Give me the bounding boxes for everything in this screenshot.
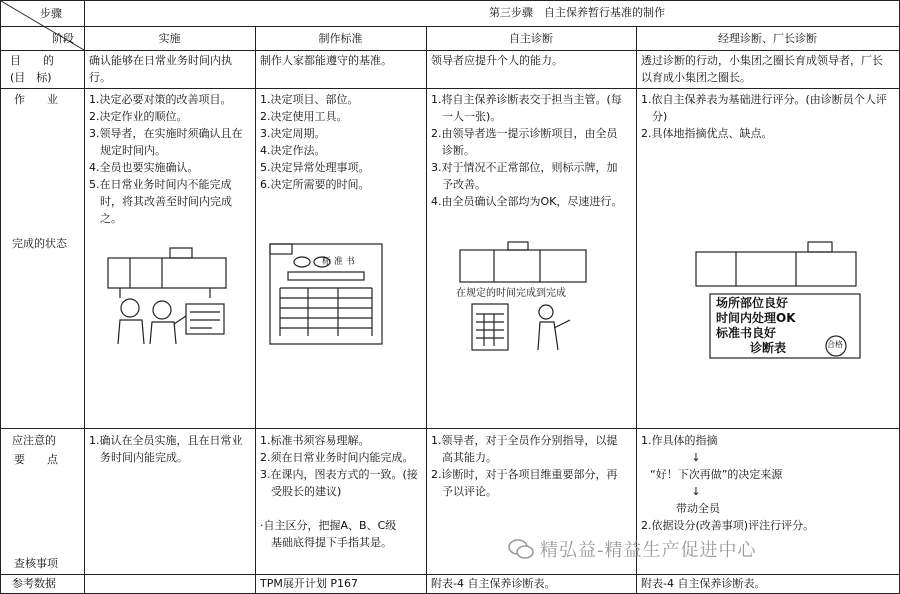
sign-line-4: 诊断表 [750,341,787,355]
notes-col3-line-2: 高其能力。 [431,451,497,464]
sign-stamp: 合格 [827,340,843,349]
purpose-cell-4-line-1: 透过诊断的行动，小集团之圈长育成领导者，厂长 [641,54,883,67]
work-col1-line-1: 1.决定必要对策的改善项目。 [89,93,232,106]
notes-col2-line-1: 1.标准书须容易理解。 [260,434,370,447]
reference-cell-3: 附表-4 自主保养诊断表。 [431,577,556,590]
notes-col4-line-5: 带动全员 [676,502,720,515]
watermark-text: 精弘益-精益生产促进中心 [540,540,757,561]
column-header-manager-diagnosis: 经理诊断、厂长诊断 [718,32,817,45]
work-col3-line-2: 一人一张)。 [431,110,502,123]
rule-work-bottom [0,428,900,429]
row-label-notes: 应注意的 [12,434,56,447]
work-col3-line-1: 1.将自主保养诊断表交于担当主管。(每 [431,93,622,106]
notes-col4-arrow-2: ↓ [691,485,701,498]
reference-cell-4: 附表-4 自主保养诊断表。 [641,577,766,590]
work-col2-line-2: 2.决定使用工具。 [260,110,348,123]
page-title: 第三步骤 自主保养暂行基准的制作 [489,6,665,19]
corner-stage-label: 阶段 [52,32,74,45]
notes-col2-line-6: ·自主区分，把握A、B、C级 [260,519,397,532]
rule-notes-bottom [0,574,900,575]
row-label-target: (目 标) [10,71,52,84]
work-col3-line-7: 4.由全员确认全部均为OK，尽速进行。 [431,195,623,208]
notes-col1-line-2: 务时间内能完成。 [89,451,188,464]
notes-col2-line-4: 受股长的建议) [260,485,342,498]
watermark [508,534,868,564]
work-col4-line-3: 2.具体地指摘优点、缺点。 [641,127,773,140]
illustration-workers-machine [100,240,240,350]
row-label-work: 作 业 [14,93,58,106]
row-label-done-state: 完成的状态 [12,237,67,250]
notes-col4-line-1: 1.作具体的指摘 [641,434,718,447]
work-col3-line-4: 诊断。 [431,144,475,157]
wechat-icon [508,538,534,560]
illustration-caption-complete: 在规定的时间完成到完成 [456,288,566,299]
row-label-reference: 参考数据 [12,577,56,590]
work-col1-line-7: 时，将其改善至时间内完成 [89,195,232,208]
work-col1-line-6: 5.在日常业务时间内不能完成 [89,178,232,191]
notes-col4-line-6: 2.依据设分(改善事项)评注行评分。 [641,519,815,532]
notes-col2-line-3: 3.在课内，图表方式的一致。(接 [260,468,418,481]
work-col2-line-5: 5.决定异常处理事项。 [260,161,370,174]
rule-col-label [84,0,85,594]
notes-col1-line-1: 1.确认在全员实施，且在日常业 [89,434,243,447]
corner-step-label: 步骤 [40,7,62,20]
column-header-self-diagnosis: 自主诊断 [509,32,553,45]
rule-title-bottom [0,26,900,27]
work-col4-line-1: 1.依自主保养表为基础进行评分。(由诊断员个人评 [641,93,887,106]
rule-top [0,0,900,1]
purpose-cell-1-line-2: 行。 [89,71,111,84]
illustration-sheet-title: 标 准 书 [322,257,355,267]
rule-header-bottom [0,50,900,51]
work-col1-line-4: 规定时间内。 [89,144,166,157]
column-header-implement: 实施 [158,32,181,45]
work-col2-line-6: 6.决定所需要的时间。 [260,178,370,191]
purpose-cell-2: 制作人家都能遵守的基准。 [260,54,392,67]
row-label-key-points: 要 点 [14,453,58,466]
notes-col3-line-4: 予以评论。 [431,485,497,498]
rule-col-1 [255,26,256,594]
sign-line-1: 场所部位良好 [716,296,789,310]
reference-cell-2: TPM展开计划 P167 [260,577,358,590]
notes-col4-line-3: “好！下次再做”的决定来源 [650,468,783,481]
notes-col3-line-3: 2.诊断时，对于各项目维重要部分，再 [431,468,618,481]
notes-col3-line-1: 1.领导者，对于全员作分别指导，以提 [431,434,618,447]
rule-col-3 [636,26,637,594]
work-col1-line-5: 4.全员也要实施确认。 [89,161,199,174]
work-col2-line-4: 4.决定作法。 [260,144,326,157]
column-header-standard: 制作标准 [318,32,363,45]
purpose-cell-1-line-1: 确认能够在日常业务时间内执 [89,54,232,67]
work-col3-line-5: 3.对于情况不正常部位，则标示牌，加 [431,161,618,174]
row-label-purpose: 目 的 [10,54,54,67]
notes-col2-line-7: 基础底得提下手指其是。 [260,536,392,549]
work-col2-line-1: 1.决定项目、部位。 [260,93,359,106]
work-col1-line-3: 3.领导者，在实施时须确认且在 [89,127,243,140]
rule-left [0,0,1,594]
row-label-check-items: 查核事项 [14,557,58,570]
work-col1-line-2: 2.决定作业的顺位。 [89,110,188,123]
sign-line-3: 标准书良好 [716,326,777,340]
rule-purpose-bottom [0,88,900,89]
rule-col-2 [426,26,427,594]
work-col3-line-3: 2.由领导者选一提示诊断项目，由全员 [431,127,618,140]
purpose-cell-3: 领导者应提升个人的能力。 [431,54,563,67]
work-col1-line-8: 之。 [89,212,122,225]
work-col4-line-2: 分) [641,110,668,123]
sign-line-2: 时间内处理OK [716,311,796,325]
work-col3-line-6: 予改善。 [431,178,486,191]
notes-col2-line-2: 2.须在日常业务时间内能完成。 [260,451,414,464]
work-col2-line-3: 3.决定周期。 [260,127,326,140]
notes-col4-arrow-1: ↓ [691,451,701,464]
purpose-cell-4-line-2: 以育成小集团之圈长。 [641,71,751,84]
